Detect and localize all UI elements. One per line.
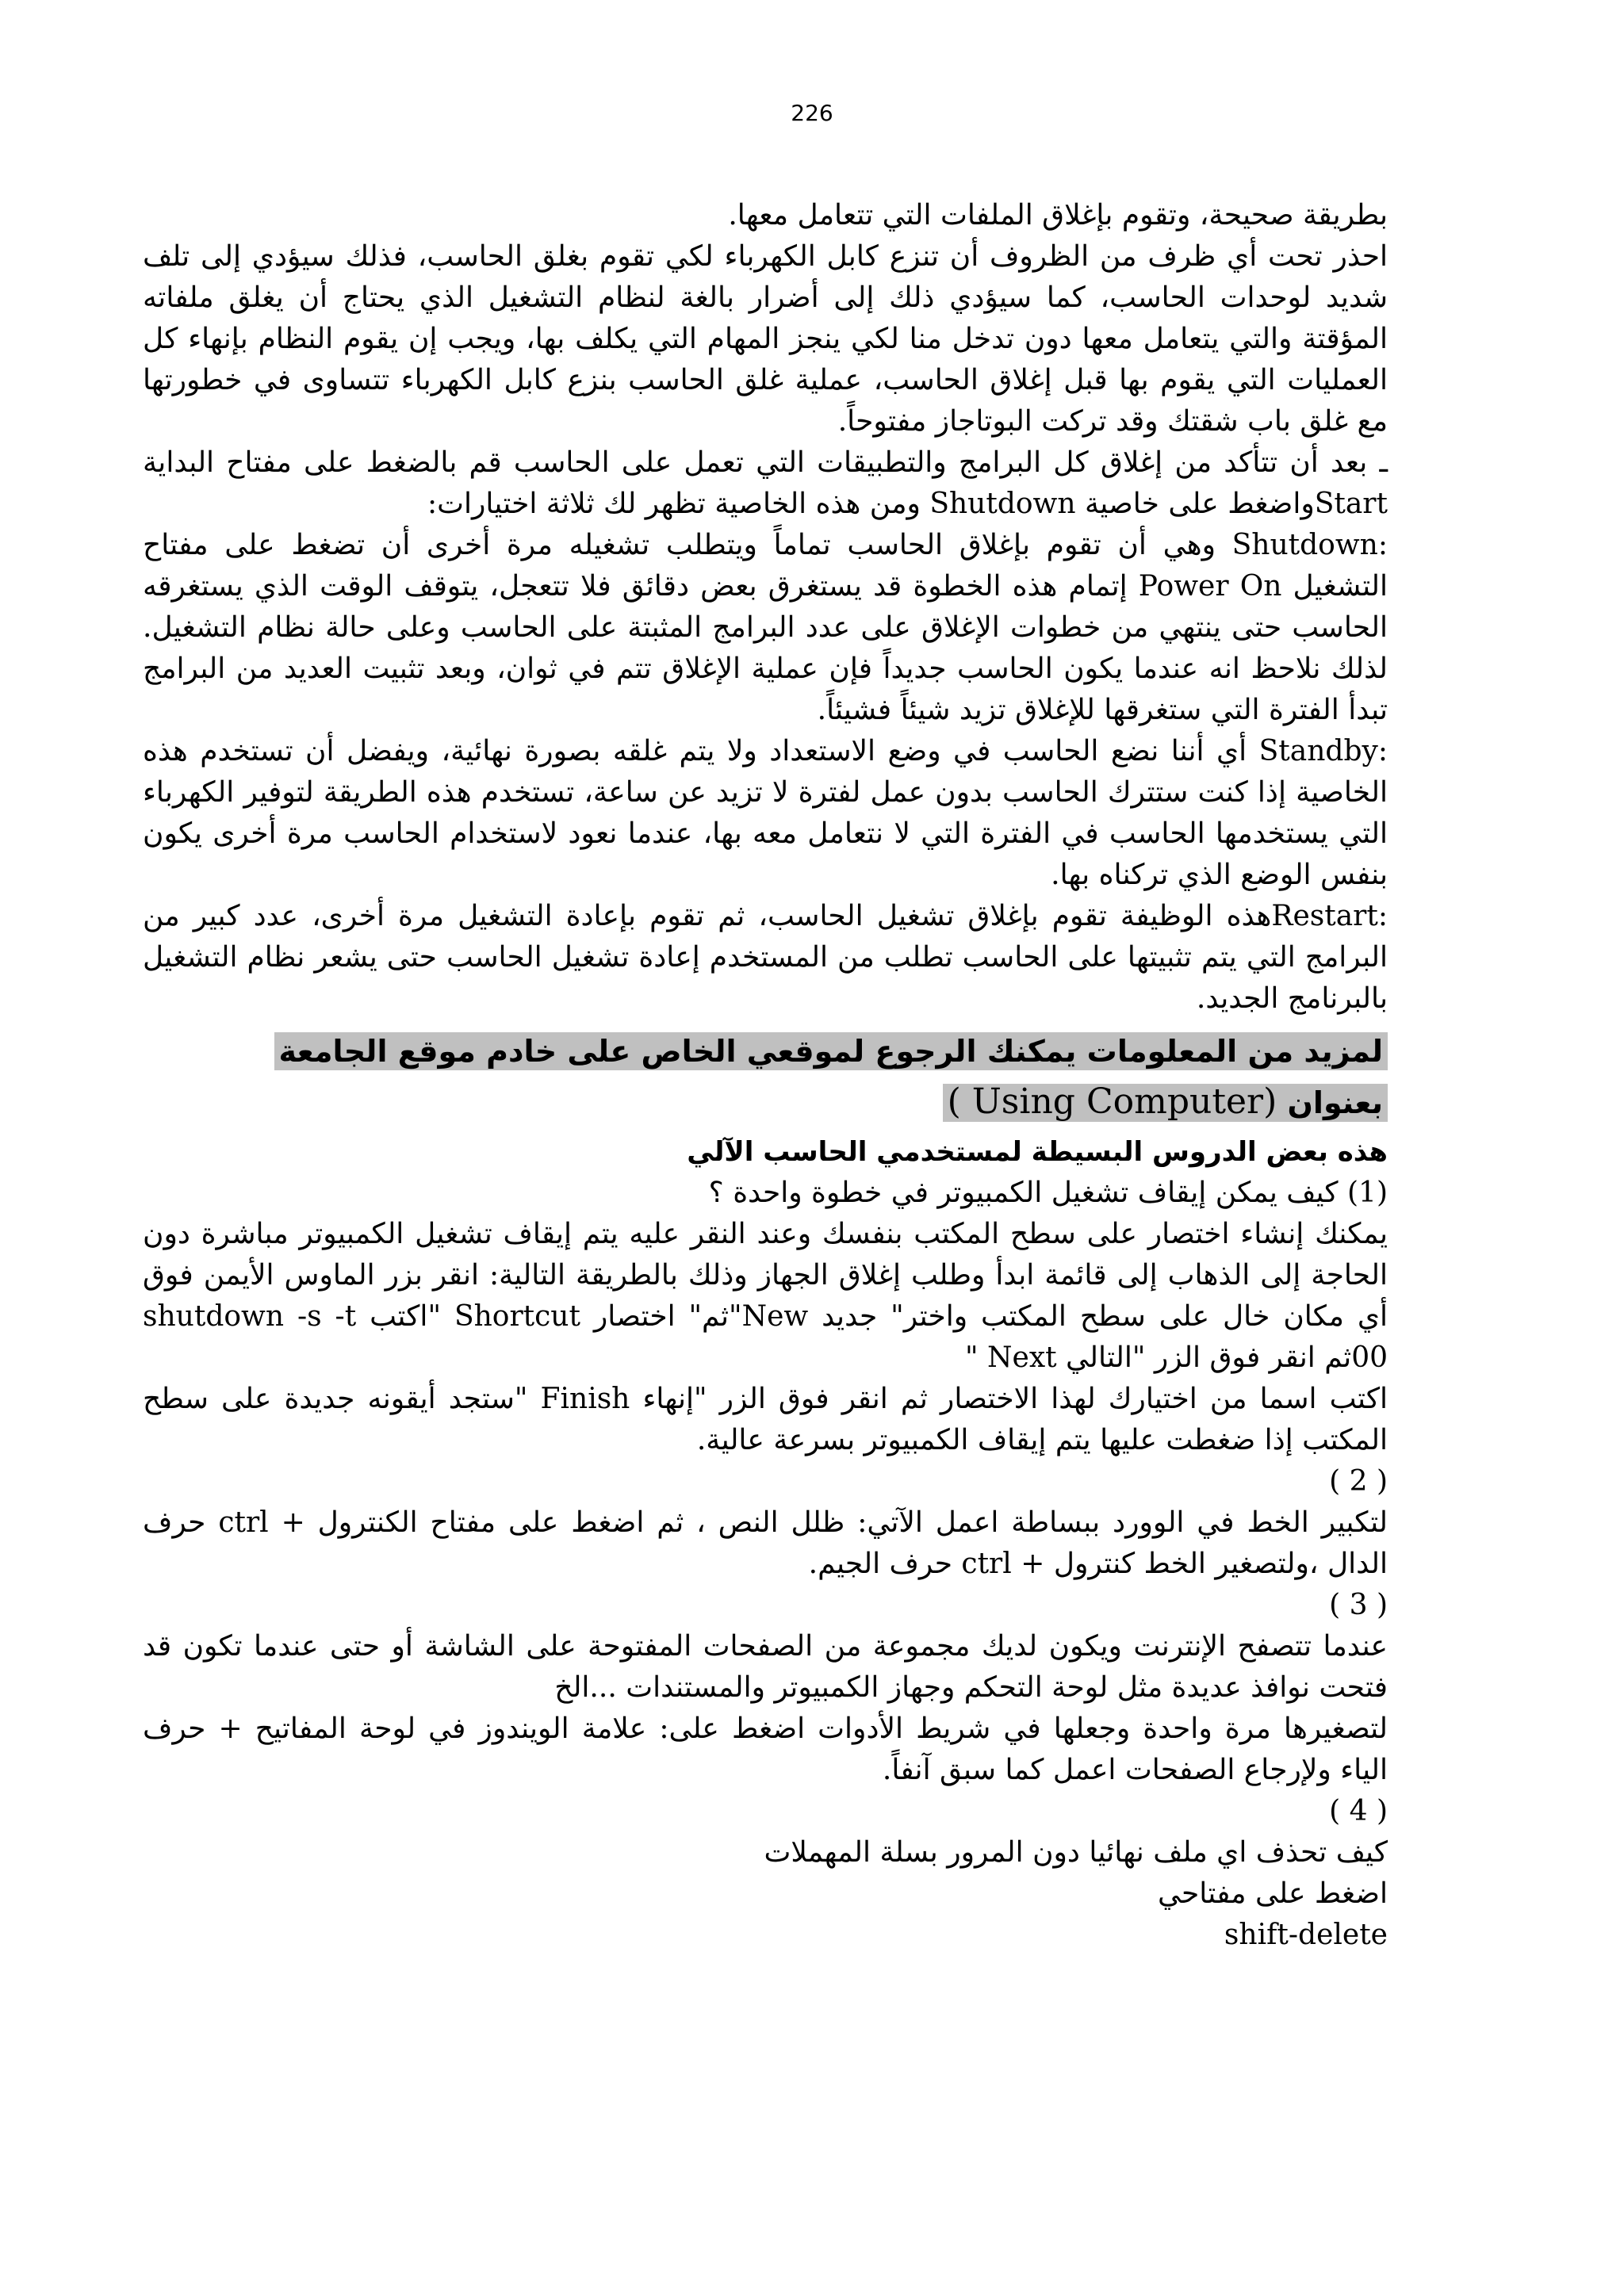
banner-line-1: لمزيد من المعلومات يمكنك الرجوع لموقعي الخاص على خادم موقع الجامعة bbox=[274, 1032, 1388, 1070]
banner-ar: بعنوان bbox=[1287, 1085, 1383, 1120]
paragraph-shutdown-option: :Shutdown وهي أن تقوم بإغلاق الحاسب تماماً ويتطلب تشغيله مرة أخرى أن تضغط على مفتاح التشغيل Power On إتمام هذه الخطوة قد يستغرق بعض دقائق فلا تتعجل، يتوقف الوقت الذي يستغرقه الحاسب حتى ينتهي من خطوات الإغلاق على عدد البرامج المثبتة على الحاسب وعلى حالة نظام التشغيل. لذلك نلاحظ انه عندما يكون الحاسب جديداً فإن عملية الإغلاق تتم في ثوان، وبعد تثبيت العديد من البرامج تبدأ الفترة التي ستغرقها للإغلاق تزيد شيئاً فشيئاً. bbox=[143, 529, 1388, 726]
lesson-4-number: ( 4 ) bbox=[1329, 1795, 1388, 1827]
paragraph-intro: بطريقة صحيحة، وتقوم بإغلاق الملفات التي تتعامل معها. bbox=[728, 199, 1388, 232]
paragraph-standby-option: :Standby أي أننا نضع الحاسب في وضع الاستعداد ولا يتم غلقه بصورة نهائية، ويفضل أن تستخدم هذه الخاصية إذا كنت ستترك الحاسب بدون عمل لفترة لا تزيد عن ساعة، تستخدم هذه الطريقة لتوفير الكهرباء التي يستخدمها الحاسب في الفترة التي لا نتعامل معه بها، عندما نعود لاستخدام الحاسب مرة أخرى يكون بنفس الوضع الذي تركناه بها. bbox=[143, 735, 1388, 891]
lesson-3-answer-cont: لتصغيرها مرة واحدة وجعلها في شريط الأدوات اضغط على: علامة الويندوز في لوحة المفاتيح + حرف الياء ولإرجاع الصفحات اعمل كما سبق آنفاً. bbox=[143, 1712, 1388, 1786]
lesson-4-answer: اضغط على مفتاحي bbox=[1158, 1877, 1388, 1910]
banner-line-2 bbox=[943, 1081, 1388, 1122]
page-number: 226 bbox=[791, 100, 833, 126]
lesson-1-answer-cont: اكتب اسما من اختيارك لهذا الاختصار ثم انقر فوق الزر "إنهاء Finish "ستجد أيقونه جديدة على سطح المكتب إذا ضغطت عليها يتم إيقاف الكمبيوتر بسرعة عالية. bbox=[143, 1383, 1388, 1456]
lesson-4-keys: shift-delete bbox=[1224, 1919, 1388, 1951]
banner-en: ( Using Computer) bbox=[947, 1081, 1277, 1122]
lesson-3-answer: عندما تتصفح الإنترنت ويكون لديك مجموعة من الصفحات المفتوحة على الشاشة أو حتى عندما تكون قد فتحت نوافذ عديدة مثل لوحة التحكم وجهاز الكمبيوتر والمستندات ...الخ bbox=[143, 1630, 1388, 1704]
lesson-2-answer: لتكبير الخط في الوورد ببساطة اعمل الآتي: ظلل النص ، ثم اضغط على مفتاح الكنترول + ctrl حرف الدال ،ولتصغير الخط كنترول + ctrl حرف الجيم. bbox=[143, 1506, 1388, 1580]
document-body bbox=[143, 195, 1388, 1956]
university-site-banner bbox=[143, 1026, 1388, 1128]
paragraph-warning: احذر تحت أي ظرف من الظروف أن تنزع كابل الكهرباء لكي تقوم بغلق الحاسب، فذلك سيؤدي إلى تلف شديد لوحدات الحاسب، كما سيؤدي ذلك إلى أضرار بالغة لنظام التشغيل الذي يحتاج أن يغلق ملفاته المؤقتة والتي يتعامل معها دون تدخل منا لكي ينجز المهام التي يكلف بها، ويجب إن يقوم النظام بإنهاء كل العمليات التي يقوم بها قبل إغلاق الحاسب، عملية غلق الحاسب بنزع كابل الكهرباء تتساوى في خطورتها مع غلق باب شقتك وقد تركت البوتاجاز مفتوحاً. bbox=[143, 240, 1388, 438]
lesson-4-question: كيف تحذف اي ملف نهائيا دون المرور بسلة المهملات bbox=[764, 1836, 1388, 1869]
paragraph-shutdown-steps: ـ بعد أن تتأكد من إغلاق كل البرامج والتطبيقات التي تعمل على الحاسب قم بالضغط على مفتاح البداية Startواضغط على خاصية Shutdown ومن هذه الخاصية تظهر لك ثلاثة اختيارات: bbox=[143, 446, 1388, 520]
paragraph-restart-option: :Restartهذه الوظيفة تقوم بإغلاق تشغيل الحاسب، ثم تقوم بإعادة التشغيل مرة أخرى، عدد كبير من البرامج التي يتم تثبيتها على الحاسب تطلب من المستخدم إعادة تشغيل الحاسب حتى يشعر نظام التشغيل بالبرنامج الجديد. bbox=[143, 900, 1388, 1015]
lesson-2-number: ( 2 ) bbox=[1329, 1465, 1388, 1498]
lesson-3-number: ( 3 ) bbox=[1329, 1589, 1388, 1621]
lessons-heading: هذه بعض الدروس البسيطة لمستخدمي الحاسب الآلي bbox=[687, 1136, 1388, 1168]
lesson-1-answer: يمكنك إنشاء اختصار على سطح المكتب بنفسك وعند النقر عليه يتم إيقاف تشغيل الكمبيوتر مباشرة دون الحاجة إلى الذهاب إلى قائمة ابدأ وطلب إغلاق الجهاز وذلك بالطريقة التالية: انقر بزر الماوس الأيمن فوق أي مكان خال على سطح المكتب واختر" جديد New"ثم" اختصار Shortcut "اكتب shutdown -s -t 00ثم انقر فوق الزر "التالي Next " bbox=[143, 1218, 1388, 1374]
lesson-1-question: (1) كيف يمكن إيقاف تشغيل الكمبيوتر في خطوة واحدة ؟ bbox=[708, 1177, 1388, 1209]
